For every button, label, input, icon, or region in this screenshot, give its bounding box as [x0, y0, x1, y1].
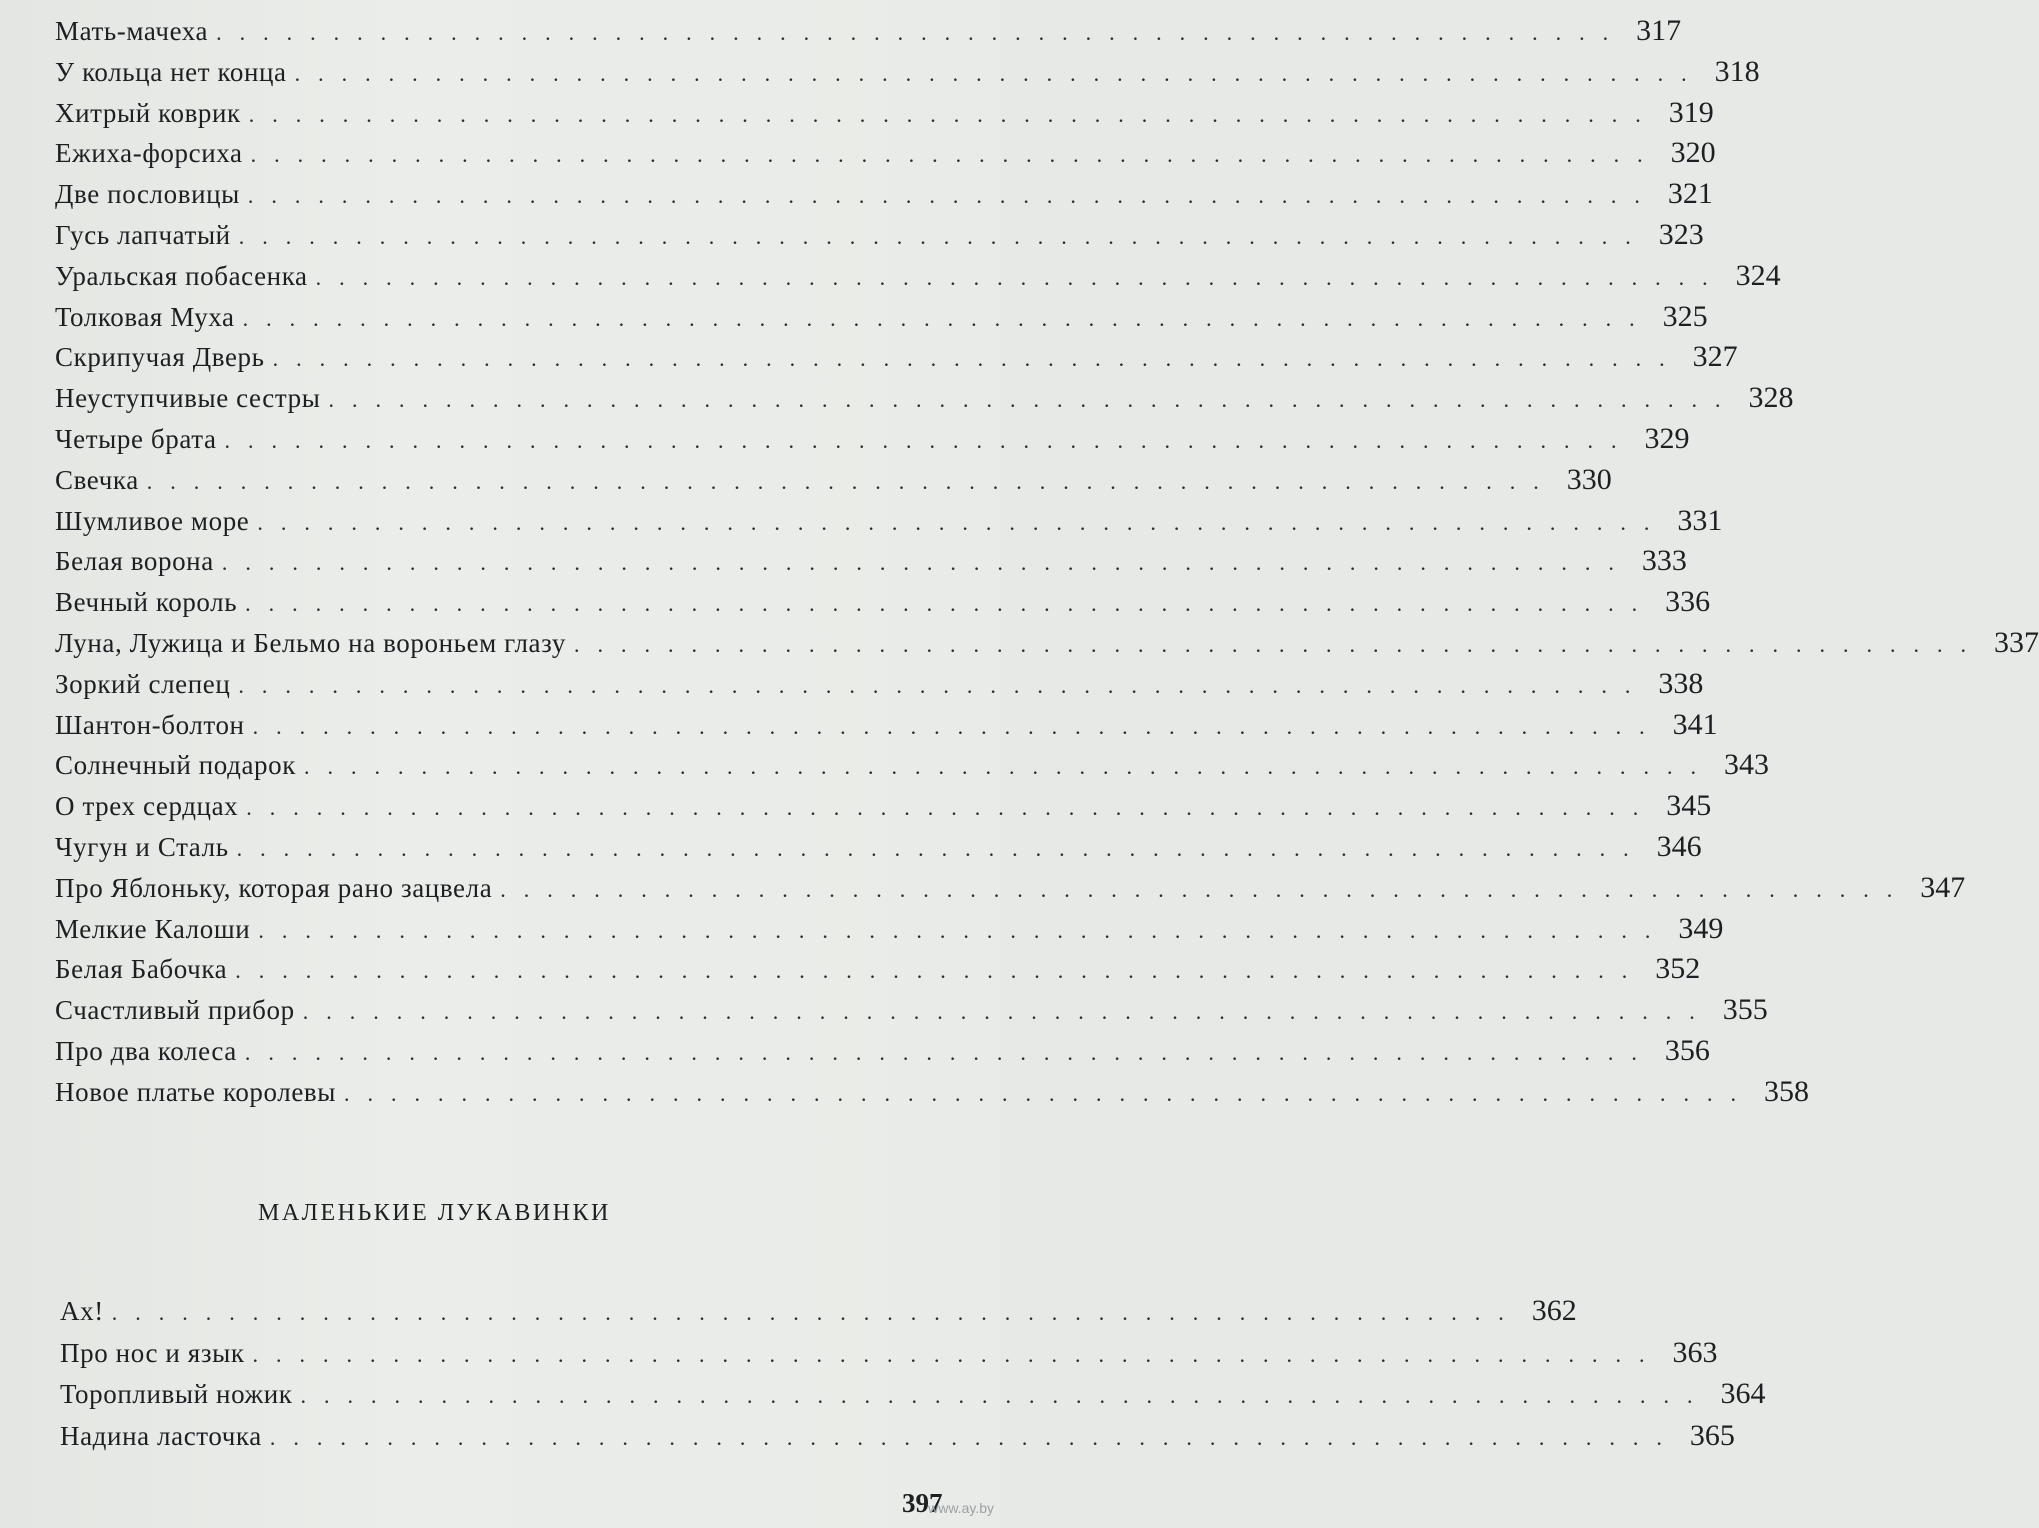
- entry-title: Уральская побасенка: [55, 260, 308, 291]
- dot-leader: ............................................................: [146, 468, 1557, 494]
- entry-title: Четыре брата: [55, 423, 217, 454]
- entry-page: 337: [1993, 625, 2039, 659]
- entry-page: 321: [1667, 177, 1713, 211]
- entry-page: 318: [1714, 54, 1760, 88]
- toc-entry: [55, 95, 1714, 137]
- toc-entry: [55, 666, 1704, 708]
- toc-entry: [55, 421, 1690, 463]
- entry-page: 333: [1641, 544, 1687, 578]
- toc-entry: [60, 1377, 1766, 1419]
- dot-leader: ............................................................: [236, 835, 1647, 861]
- entry-page: 336: [1665, 585, 1711, 619]
- entry-title: Надина ласточка: [60, 1420, 262, 1451]
- toc-entry: [55, 585, 1711, 626]
- entry-page: 349: [1678, 911, 1724, 945]
- dot-leader: ............................................................: [242, 305, 1653, 331]
- entry-page: 345: [1666, 789, 1712, 823]
- entry-title: Новое платье королевы: [55, 1076, 337, 1107]
- dot-leader: ............................................................: [252, 713, 1663, 739]
- toc-entry: [55, 911, 1724, 953]
- entry-page: 320: [1670, 136, 1716, 170]
- dot-leader: ............................................................: [250, 142, 1661, 168]
- dot-leader: ............................................................: [272, 346, 1683, 372]
- toc-entry: [55, 462, 1612, 504]
- toc-entry: [55, 952, 1701, 993]
- toc-entry: [55, 789, 1712, 830]
- toc-entry: [55, 748, 1769, 789]
- toc-entry: [55, 177, 1713, 218]
- toc-entry: [55, 625, 2039, 667]
- toc-entry: [55, 544, 1687, 585]
- entry-title: Хитрый коврик: [55, 97, 241, 128]
- toc-entry: [55, 14, 1682, 55]
- dot-leader: ............................................................: [238, 223, 1649, 249]
- entry-page: 330: [1566, 462, 1612, 496]
- entry-title: Мать-мачеха: [55, 16, 209, 46]
- entry-title: Луна, Лужица и Бельмо на вороньем глазу: [55, 627, 566, 658]
- entry-page: 363: [1672, 1335, 1718, 1369]
- toc-entry: [55, 993, 1768, 1034]
- entry-title: О трех сердцах: [55, 791, 239, 822]
- entry-page: 323: [1658, 217, 1704, 251]
- toc-entry: [55, 299, 1708, 341]
- dot-leader: ............................................................: [216, 20, 1627, 45]
- toc-entry: [55, 54, 1760, 96]
- dot-leader: ............................................................: [258, 917, 1669, 943]
- dot-leader: ............................................................: [244, 1039, 1655, 1065]
- entry-page: 346: [1656, 829, 1702, 863]
- entry-title: Скрипучая Дверь: [55, 342, 265, 373]
- entry-title: Ежиха-форсиха: [55, 138, 243, 169]
- entry-title: Ах!: [60, 1296, 104, 1326]
- entry-page: 338: [1658, 666, 1704, 700]
- dot-leader: ............................................................: [111, 1300, 1522, 1325]
- entry-title: Торопливый ножик: [60, 1379, 293, 1409]
- page-number: 397: [902, 1488, 943, 1518]
- dot-leader: ............................................................: [294, 60, 1705, 86]
- entry-page: 328: [1748, 381, 1794, 415]
- entry-title: Толковая Муха: [55, 301, 235, 332]
- toc-entry: [55, 136, 1716, 177]
- watermark: www.ay.by: [928, 1500, 994, 1516]
- section-contents: [60, 1294, 1766, 1460]
- entry-title: Счастливый прибор: [55, 995, 295, 1026]
- toc-entry: [60, 1294, 1577, 1336]
- entry-title: Чугун и Сталь: [55, 831, 229, 862]
- dot-leader: ............................................................: [238, 672, 1649, 698]
- entry-title: У кольца нет конца: [55, 56, 287, 87]
- toc-entry: [55, 258, 1781, 300]
- entry-title: Про Яблоньку, которая рано зацвела: [55, 872, 493, 903]
- toc-entry: [55, 340, 1738, 381]
- entry-title: Белая Бабочка: [55, 954, 228, 985]
- toc-entry: [55, 381, 1794, 422]
- dot-leader: ............................................................: [247, 183, 1658, 209]
- entry-title: Зоркий слепец: [55, 668, 231, 699]
- entry-page: 319: [1668, 95, 1714, 129]
- table-of-contents: [55, 14, 2039, 1116]
- dot-leader: ............................................................: [269, 1424, 1680, 1450]
- entry-page: 317: [1636, 14, 1682, 47]
- dot-leader: ............................................................: [257, 509, 1668, 535]
- toc-entry: [55, 217, 1704, 259]
- dot-leader: ............................................................: [315, 264, 1726, 290]
- entry-page: 331: [1677, 503, 1723, 537]
- entry-page: 355: [1722, 993, 1768, 1027]
- dot-leader: ............................................................: [344, 1080, 1755, 1106]
- entry-page: 365: [1689, 1418, 1735, 1452]
- dot-leader: ............................................................: [328, 387, 1739, 413]
- toc-entry: [55, 503, 1723, 545]
- entry-page: 327: [1692, 340, 1738, 374]
- entry-title: Шумливое море: [55, 505, 250, 536]
- dot-leader: ............................................................: [300, 1383, 1711, 1408]
- entry-title: Солнечный подарок: [55, 750, 296, 781]
- entry-title: Неуступчивые сестры: [55, 383, 321, 414]
- entry-page: 324: [1735, 258, 1781, 292]
- toc-entry: [55, 1074, 1810, 1116]
- dot-leader: ............................................................: [302, 999, 1713, 1025]
- entry-title: Про нос и язык: [60, 1337, 245, 1368]
- entry-page: 347: [1920, 870, 1966, 904]
- toc-entry: [55, 707, 1718, 749]
- toc-entry: [55, 829, 1702, 871]
- entry-page: 356: [1664, 1033, 1710, 1067]
- toc-entry: [55, 1033, 1710, 1075]
- entry-title: Вечный король: [55, 587, 238, 618]
- dot-leader: ............................................................: [224, 427, 1635, 453]
- dot-leader: ............................................................: [252, 1341, 1663, 1367]
- section-heading: МАЛЕНЬКИЕ ЛУКАВИНКИ: [258, 1200, 611, 1226]
- dot-leader: ............................................................: [235, 958, 1646, 984]
- dot-leader: ............................................................: [248, 101, 1659, 127]
- entry-title: Мелкие Калоши: [55, 913, 251, 944]
- entry-title: Свечка: [55, 464, 139, 495]
- entry-page: 343: [1723, 748, 1769, 782]
- toc-entry: [55, 870, 1966, 912]
- entry-title: Гусь лапчатый: [55, 219, 231, 250]
- entry-title: Две пословицы: [55, 179, 240, 210]
- entry-page: 352: [1655, 952, 1701, 986]
- entry-page: 364: [1720, 1377, 1766, 1410]
- entry-page: 341: [1672, 707, 1718, 741]
- dot-leader: ............................................................: [246, 795, 1657, 821]
- entry-page: 358: [1764, 1074, 1810, 1108]
- toc-entry: [60, 1335, 1718, 1378]
- entry-title: Про два колеса: [55, 1035, 237, 1066]
- entry-page: 325: [1662, 299, 1708, 333]
- dot-leader: ............................................................: [573, 631, 1984, 657]
- dot-leader: ............................................................: [245, 591, 1656, 617]
- dot-leader: ............................................................: [221, 550, 1632, 576]
- entry-page: 362: [1531, 1294, 1577, 1327]
- entry-title: Белая ворона: [55, 546, 214, 577]
- toc-entry: [60, 1418, 1735, 1461]
- entry-page: 329: [1644, 421, 1690, 455]
- dot-leader: ............................................................: [303, 754, 1714, 780]
- entry-title: Шантон-болтон: [55, 709, 245, 740]
- dot-leader: ............................................................: [500, 876, 1911, 902]
